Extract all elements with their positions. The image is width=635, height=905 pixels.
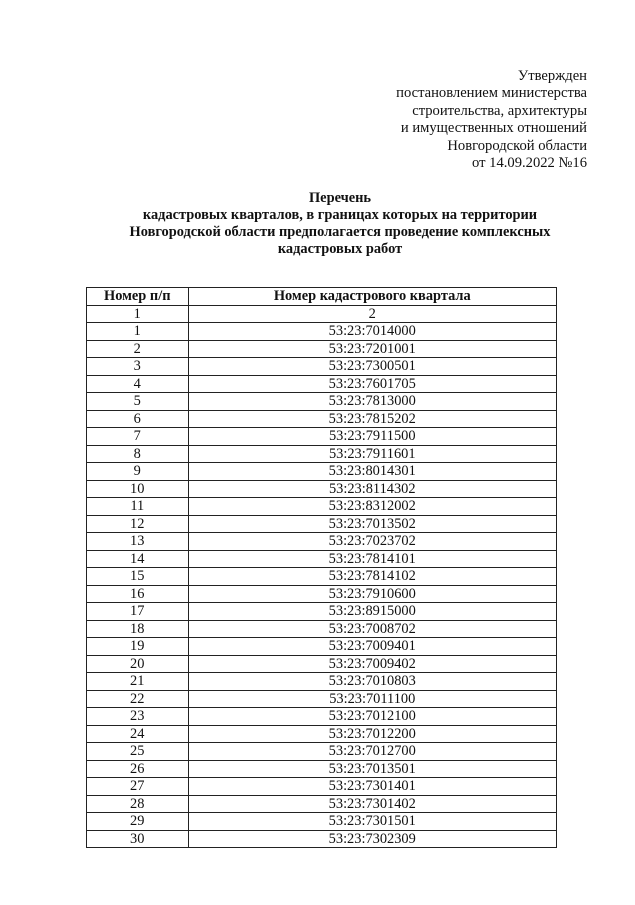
approval-block [396,68,587,172]
table-row [87,743,557,761]
row-number-cell: 20 [87,655,189,673]
row-number-cell: 30 [87,830,189,848]
cadastral-number-cell: 53:23:7012200 [188,725,557,743]
table-row [87,690,557,708]
cadastral-number-cell: 53:23:7010803 [188,673,557,691]
approval-line: Новгородской области [447,137,587,154]
table-row [87,358,557,376]
table-header-row [87,288,557,306]
title-line: Перечень [308,190,372,206]
table-row [87,375,557,393]
table-row [87,428,557,446]
row-number-cell: 23 [87,708,189,726]
approval-line: Утвержден [517,68,587,84]
table-body [87,323,557,848]
table-row [87,463,557,481]
title-line: кадастровых работ [277,241,403,257]
cadastral-number-cell: 53:23:7008702 [188,620,557,638]
cadastral-number-cell: 53:23:7011100 [188,690,557,708]
row-number-cell: 21 [87,673,189,691]
table-row [87,620,557,638]
cadastral-number-cell: 53:23:7814101 [188,550,557,568]
table-column-numbers-row [87,305,557,323]
row-number-cell: 25 [87,743,189,761]
approval-line: и имущественных отношений [400,120,587,137]
table-row [87,655,557,673]
approval-date-line: от 14.09.2022 №16 [472,155,587,172]
row-number-cell: 16 [87,585,189,603]
table-row [87,795,557,813]
table-row [87,708,557,726]
cadastral-number-cell: 53:23:7301501 [188,813,557,831]
row-number-cell: 27 [87,778,189,796]
row-number-cell: 2 [87,340,189,358]
table-row [87,725,557,743]
table-row [87,813,557,831]
row-number-cell: 19 [87,638,189,656]
table-row [87,533,557,551]
row-number-cell: 13 [87,533,189,551]
row-number-cell: 29 [87,813,189,831]
row-number-cell: 11 [87,498,189,516]
row-number-cell: 24 [87,725,189,743]
table-row [87,778,557,796]
table-row [87,550,557,568]
column-number: 2 [188,305,557,323]
column-number: 1 [87,305,189,323]
row-number-cell: 10 [87,480,189,498]
cadastral-number-cell: 53:23:7013502 [188,515,557,533]
row-number-cell: 28 [87,795,189,813]
row-number-cell: 7 [87,428,189,446]
document-title [0,190,635,258]
table-row [87,323,557,341]
cadastral-number-cell: 53:23:8114302 [188,480,557,498]
table-row [87,638,557,656]
cadastral-number-cell: 53:23:7815202 [188,410,557,428]
cadastral-number-cell: 53:23:7302309 [188,830,557,848]
cadastral-number-cell: 53:23:7012700 [188,743,557,761]
header-cadastral-number: Номер кадастрового квартала [188,288,557,306]
row-number-cell: 8 [87,445,189,463]
cadastral-number-cell: 53:23:7013501 [188,760,557,778]
cadastral-quarters-table [86,287,557,848]
approval-line: строительства, архитектуры [412,102,587,119]
row-number-cell: 26 [87,760,189,778]
table-row [87,393,557,411]
row-number-cell: 15 [87,568,189,586]
table-row [87,568,557,586]
cadastral-number-cell: 53:23:7601705 [188,375,557,393]
table-row [87,410,557,428]
row-number-cell: 18 [87,620,189,638]
cadastral-number-cell: 53:23:7014000 [188,323,557,341]
cadastral-number-cell: 53:23:7012100 [188,708,557,726]
row-number-cell: 3 [87,358,189,376]
cadastral-number-cell: 53:23:7814102 [188,568,557,586]
row-number-cell: 4 [87,375,189,393]
table-row [87,760,557,778]
table-row [87,515,557,533]
row-number-cell: 22 [87,690,189,708]
table-row [87,830,557,848]
cadastral-number-cell: 53:23:8312002 [188,498,557,516]
cadastral-number-cell: 53:23:7301401 [188,778,557,796]
cadastral-number-cell: 53:23:8014301 [188,463,557,481]
cadastral-number-cell: 53:23:7009401 [188,638,557,656]
cadastral-number-cell: 53:23:7201001 [188,340,557,358]
cadastral-number-cell: 53:23:7023702 [188,533,557,551]
row-number-cell: 5 [87,393,189,411]
cadastral-number-cell: 53:23:7301402 [188,795,557,813]
row-number-cell: 6 [87,410,189,428]
table-row [87,603,557,621]
table-row [87,480,557,498]
cadastral-number-cell: 53:23:7300501 [188,358,557,376]
row-number-cell: 17 [87,603,189,621]
row-number-cell: 9 [87,463,189,481]
header-row-number: Номер п/п [87,288,189,306]
row-number-cell: 12 [87,515,189,533]
cadastral-number-cell: 53:23:7911601 [188,445,557,463]
row-number-cell: 14 [87,550,189,568]
table-row [87,673,557,691]
cadastral-number-cell: 53:23:7813000 [188,393,557,411]
row-number-cell: 1 [87,323,189,341]
title-line: Новгородской области предполагается проведение комплексных [129,224,551,240]
table-row [87,445,557,463]
cadastral-number-cell: 53:23:7911500 [188,428,557,446]
cadastral-number-cell: 53:23:7009402 [188,655,557,673]
approval-line: постановлением министерства [396,85,587,102]
cadastral-number-cell: 53:23:7910600 [188,585,557,603]
cadastral-number-cell: 53:23:8915000 [188,603,557,621]
table-row [87,585,557,603]
title-line: кадастровых кварталов, в границах которых на территории [142,207,538,223]
table-row [87,340,557,358]
table-row [87,498,557,516]
